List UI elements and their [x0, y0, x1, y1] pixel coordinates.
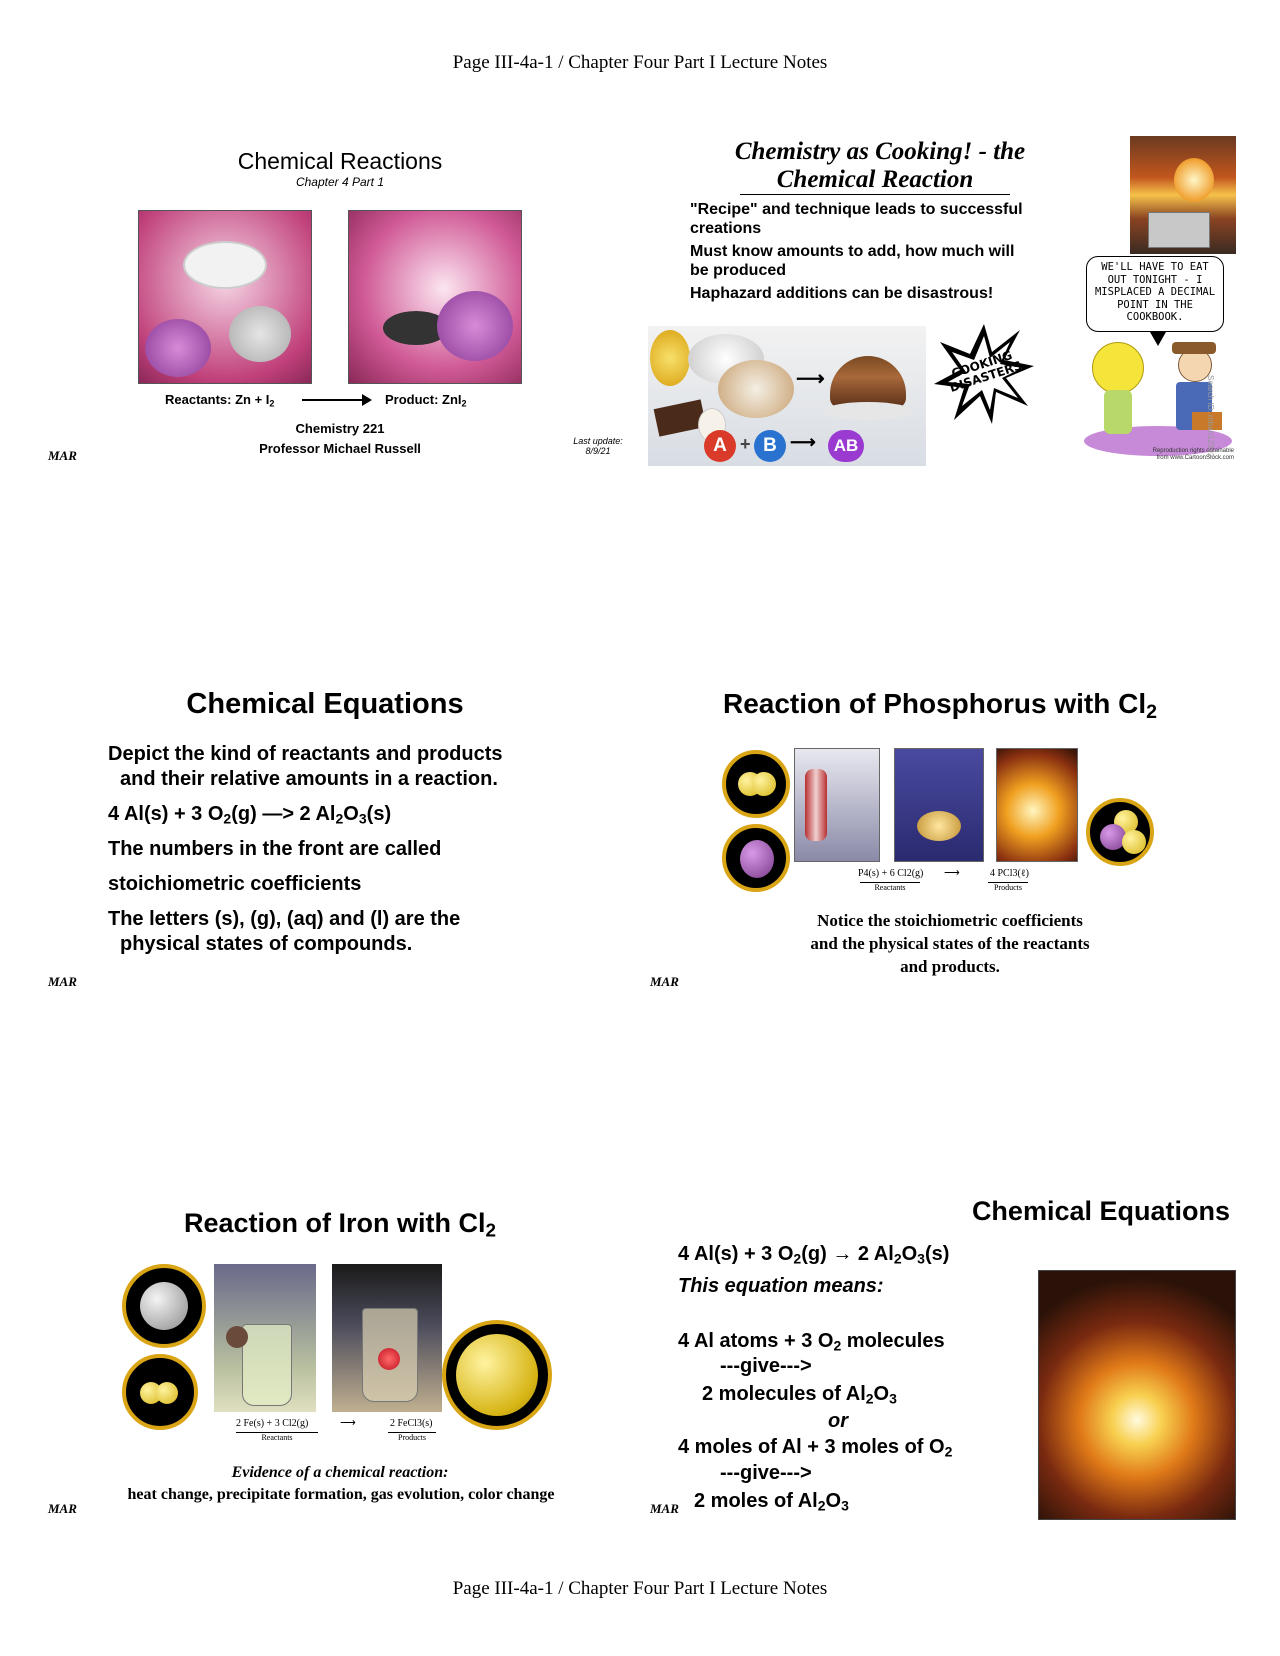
slide4-title-text: Reaction of Phosphorus with Cl	[722, 688, 1147, 719]
man-hat-icon	[1172, 342, 1216, 354]
woman-hair-icon	[1092, 342, 1144, 394]
fecl3-lattice-icon	[442, 1320, 552, 1430]
fecl3-atom-cluster-icon	[456, 1334, 538, 1416]
slide6-line2-sub2: 3	[889, 1390, 897, 1407]
glowing-iron-icon	[378, 1348, 400, 1370]
product-label	[385, 392, 467, 407]
phosphorus-sample-icon	[917, 811, 961, 841]
eq-part-a: 4 Al(s) + 3 O	[678, 1243, 794, 1265]
slide3-body	[108, 742, 568, 957]
iron-lattice-icon	[122, 1264, 206, 1348]
slide6-line1-sub: 2	[833, 1337, 842, 1354]
oven-icon	[1148, 212, 1210, 248]
page-header: Page III-4a-1 / Chapter Four Part I Lecture Notes	[452, 52, 828, 73]
phosphorus-products-eq: 4 PCl3(ℓ)	[990, 868, 1029, 879]
pcl3-molecule-icon	[1086, 798, 1154, 866]
slide3-line3: The numbers in the front are called	[108, 838, 442, 860]
slide5-caption-line1: Evidence of a chemical reaction:	[231, 1464, 449, 1481]
slide6-line2-c: O	[873, 1383, 890, 1405]
slide3-equation	[108, 802, 568, 827]
slide6-line1-c: molecules	[841, 1330, 945, 1352]
slide6-line1-a: 4 Al atoms + 3 O	[678, 1330, 834, 1352]
slide6-give1: ---give--->	[720, 1355, 812, 1377]
professor-name: Professor Michael Russell	[259, 441, 421, 456]
slide6-give2: ---give--->	[720, 1462, 812, 1484]
phosphorus-atom-icon	[740, 840, 774, 878]
zinc-iodide-lattice-icon	[437, 291, 513, 361]
eq-part-a: 4 Al(s) + 3 O	[108, 803, 224, 825]
woman-dress-icon	[1104, 390, 1132, 434]
slide2-bullet-1: "Recipe" and technique leads to successful creations	[690, 201, 1023, 237]
slide6-line1	[678, 1330, 945, 1353]
cartoon-search-id: Search ID: mban12392	[1206, 375, 1215, 458]
eq-part-g: (s)	[924, 1243, 950, 1265]
iodine-lattice-icon	[229, 306, 291, 362]
slide2-title-line1: Chemistry as Cooking! - the	[734, 138, 1026, 165]
arrow-line	[302, 399, 366, 401]
slide3-line4: stoichiometric coefficients	[108, 873, 362, 895]
slide3-line1b: and their relative amounts in a reaction.	[120, 768, 498, 790]
iron-flask-photo	[214, 1264, 316, 1412]
slide6-means: This equation means:	[678, 1275, 884, 1297]
phosphorus-products-label: Products	[988, 882, 1028, 892]
mar-mark: MAR	[48, 448, 77, 463]
eq-part-e: O	[901, 1243, 918, 1265]
slide3-title: Chemical Equations	[186, 688, 464, 720]
last-update-date: 8/9/21	[585, 446, 611, 456]
phosphorus-molecule-icon	[722, 824, 790, 892]
page-footer: Page III-4a-1 / Chapter Four Part I Lecture Notes	[452, 1578, 828, 1599]
slide5-title-subscript: 2	[485, 1220, 496, 1242]
slide4-title-subscript: 2	[1146, 700, 1158, 723]
slide3-line5: The letters (s), (g), (aq) and (l) are the	[108, 908, 461, 930]
iron-products-label: Products	[388, 1432, 436, 1442]
reactants-label	[165, 392, 274, 407]
reactant-b-badge: B	[754, 430, 786, 462]
slide6-line2-a: 2 molecules of Al	[702, 1383, 866, 1405]
slide6-line4-sub2: 3	[841, 1497, 849, 1514]
iron-atom-icon	[140, 1282, 188, 1330]
phosphorus-reactants-label: Reactants	[860, 882, 920, 892]
thermite-reaction-photo	[1038, 1270, 1236, 1520]
reactants-text: Reactants: Zn + I	[165, 392, 270, 407]
slide4-caption	[760, 909, 1140, 978]
eq-part-c: (g) → 2 Al	[801, 1243, 894, 1265]
slide6-equation	[678, 1243, 949, 1266]
reactants-photo	[138, 210, 312, 384]
phosphorus-burning-photo	[996, 748, 1078, 862]
slide6-line3	[678, 1436, 952, 1459]
flour-bowl-icon	[718, 360, 794, 418]
gas-cylinder-icon	[805, 769, 827, 841]
baking-arrow-icon: ⟶	[796, 368, 825, 390]
eq-part-c: (g) —> 2 Al	[231, 803, 336, 825]
cooking-disasters-text: COOKING DISASTERS	[947, 347, 1024, 395]
iron-products-eq: 2 FeCl3(s)	[390, 1418, 433, 1429]
zinc-lattice-icon	[145, 319, 211, 377]
cake-plate-icon	[824, 402, 912, 420]
slide5-caption-line2: heat change, precipitate formation, gas evolution, color change	[127, 1486, 555, 1503]
slide1-subtitle: Chapter 4 Part 1	[295, 175, 385, 189]
eq-sub-b: 2	[223, 810, 232, 827]
slide3-line1: Depict the kind of reactants and products	[108, 743, 503, 765]
cartoon-speech-bubble: WE'LL HAVE TO EAT OUT TONIGHT - I MISPLACED A DECIMAL POINT IN THE COOKBOOK.	[1086, 256, 1224, 332]
eq-sub-d: 2	[893, 1250, 902, 1267]
slide6-line2	[702, 1383, 897, 1406]
slide2-bullet-3: Haphazard additions can be disastrous!	[690, 285, 994, 302]
chlorine-atom-icon	[156, 1382, 178, 1404]
slide2-title-line2: Chemical Reaction	[740, 166, 1010, 195]
eq-sub-d: 2	[335, 810, 344, 827]
product-text: Product: ZnI	[385, 392, 462, 407]
eq-sub-f: 3	[358, 810, 367, 827]
ab-arrow-icon: ⟶	[790, 432, 816, 452]
iron-burning-photo	[332, 1264, 442, 1412]
slide2-bullets	[690, 200, 1030, 303]
product-subscript: 2	[461, 398, 467, 409]
iron-reactants-label: Reactants	[236, 1432, 318, 1442]
mar-mark: MAR	[48, 1501, 77, 1516]
mar-mark: MAR	[48, 974, 77, 989]
flask-icon	[242, 1324, 292, 1406]
eq-sub-f: 3	[917, 1250, 925, 1267]
steel-wool-icon	[226, 1326, 248, 1348]
phosphorus-arrow-icon: ⟶	[944, 867, 960, 879]
slide3-line5b: physical states of compounds.	[120, 933, 413, 955]
slide6-line3-a: 4 moles of Al + 3 moles of O	[678, 1436, 945, 1458]
slide4-caption-line1: Notice the stoichiometric coefficients	[817, 911, 1083, 930]
slide6-line4-sub1: 2	[817, 1497, 826, 1514]
slide6-or: or	[828, 1410, 848, 1432]
slide2-bullet-2: Must know amounts to add, how much will be produced	[690, 243, 1015, 279]
last-update	[568, 436, 628, 456]
cake-icon	[830, 356, 906, 408]
slide6-line3-sub: 2	[944, 1443, 953, 1460]
phosphorus-spoon-photo	[894, 748, 984, 862]
slide6-line4-c: O	[825, 1490, 842, 1512]
slide4-caption-line3: and products.	[900, 957, 1000, 976]
last-update-label: Last update:	[573, 436, 623, 446]
slide4-caption-line2: and the physical states of the reactants	[810, 934, 1090, 953]
oil-bottle-icon	[650, 330, 690, 386]
iron-reactants-eq: 2 Fe(s) + 3 Cl2(g)	[236, 1418, 309, 1429]
chlorine-atom-icon	[1122, 830, 1146, 854]
mar-mark: MAR	[650, 1501, 679, 1516]
slide6-title: Chemical Equations	[971, 1196, 1230, 1226]
product-ab-badge: AB	[828, 430, 864, 462]
plus-sign: +	[740, 434, 751, 454]
iron-arrow-icon: ⟶	[340, 1417, 356, 1429]
phosphorus-flask-photo	[794, 748, 880, 862]
slide5-title-text: Reaction of Iron with Cl	[183, 1208, 486, 1238]
eq-sub-b: 2	[793, 1250, 802, 1267]
course-name: Chemistry 221	[295, 421, 385, 436]
mar-mark: MAR	[650, 974, 679, 989]
kitchen-fire-photo	[1130, 136, 1236, 254]
slide6-line2-sub1: 2	[865, 1390, 874, 1407]
slide5-title	[120, 1208, 560, 1242]
slide1-title: Chemical Reactions	[237, 148, 443, 174]
baking-ingredients-photo	[648, 326, 926, 466]
chlorine-gas-icon	[122, 1354, 198, 1430]
flame-icon	[1174, 158, 1214, 202]
slide6-line4	[694, 1490, 849, 1513]
chlorine-molecule-icon	[722, 750, 790, 818]
phosphorus-reactants-eq: P4(s) + 6 Cl2(g)	[858, 868, 924, 879]
eq-part-e: O	[343, 803, 359, 825]
arrow-head-icon	[362, 394, 372, 406]
reactant-a-badge: A	[704, 430, 736, 462]
slide6-line4-a: 2 moles of Al	[694, 1490, 818, 1512]
reactants-subscript: 2	[269, 398, 275, 409]
evaporating-dish-icon	[183, 241, 267, 289]
slide4-title	[700, 688, 1180, 723]
product-photo	[348, 210, 522, 384]
chlorine-atom-icon	[752, 772, 776, 796]
cartoon-credit: Reproduction rights obtainable from www.CartoonStock.com	[1152, 448, 1234, 461]
eq-part-g: (s)	[366, 803, 392, 825]
